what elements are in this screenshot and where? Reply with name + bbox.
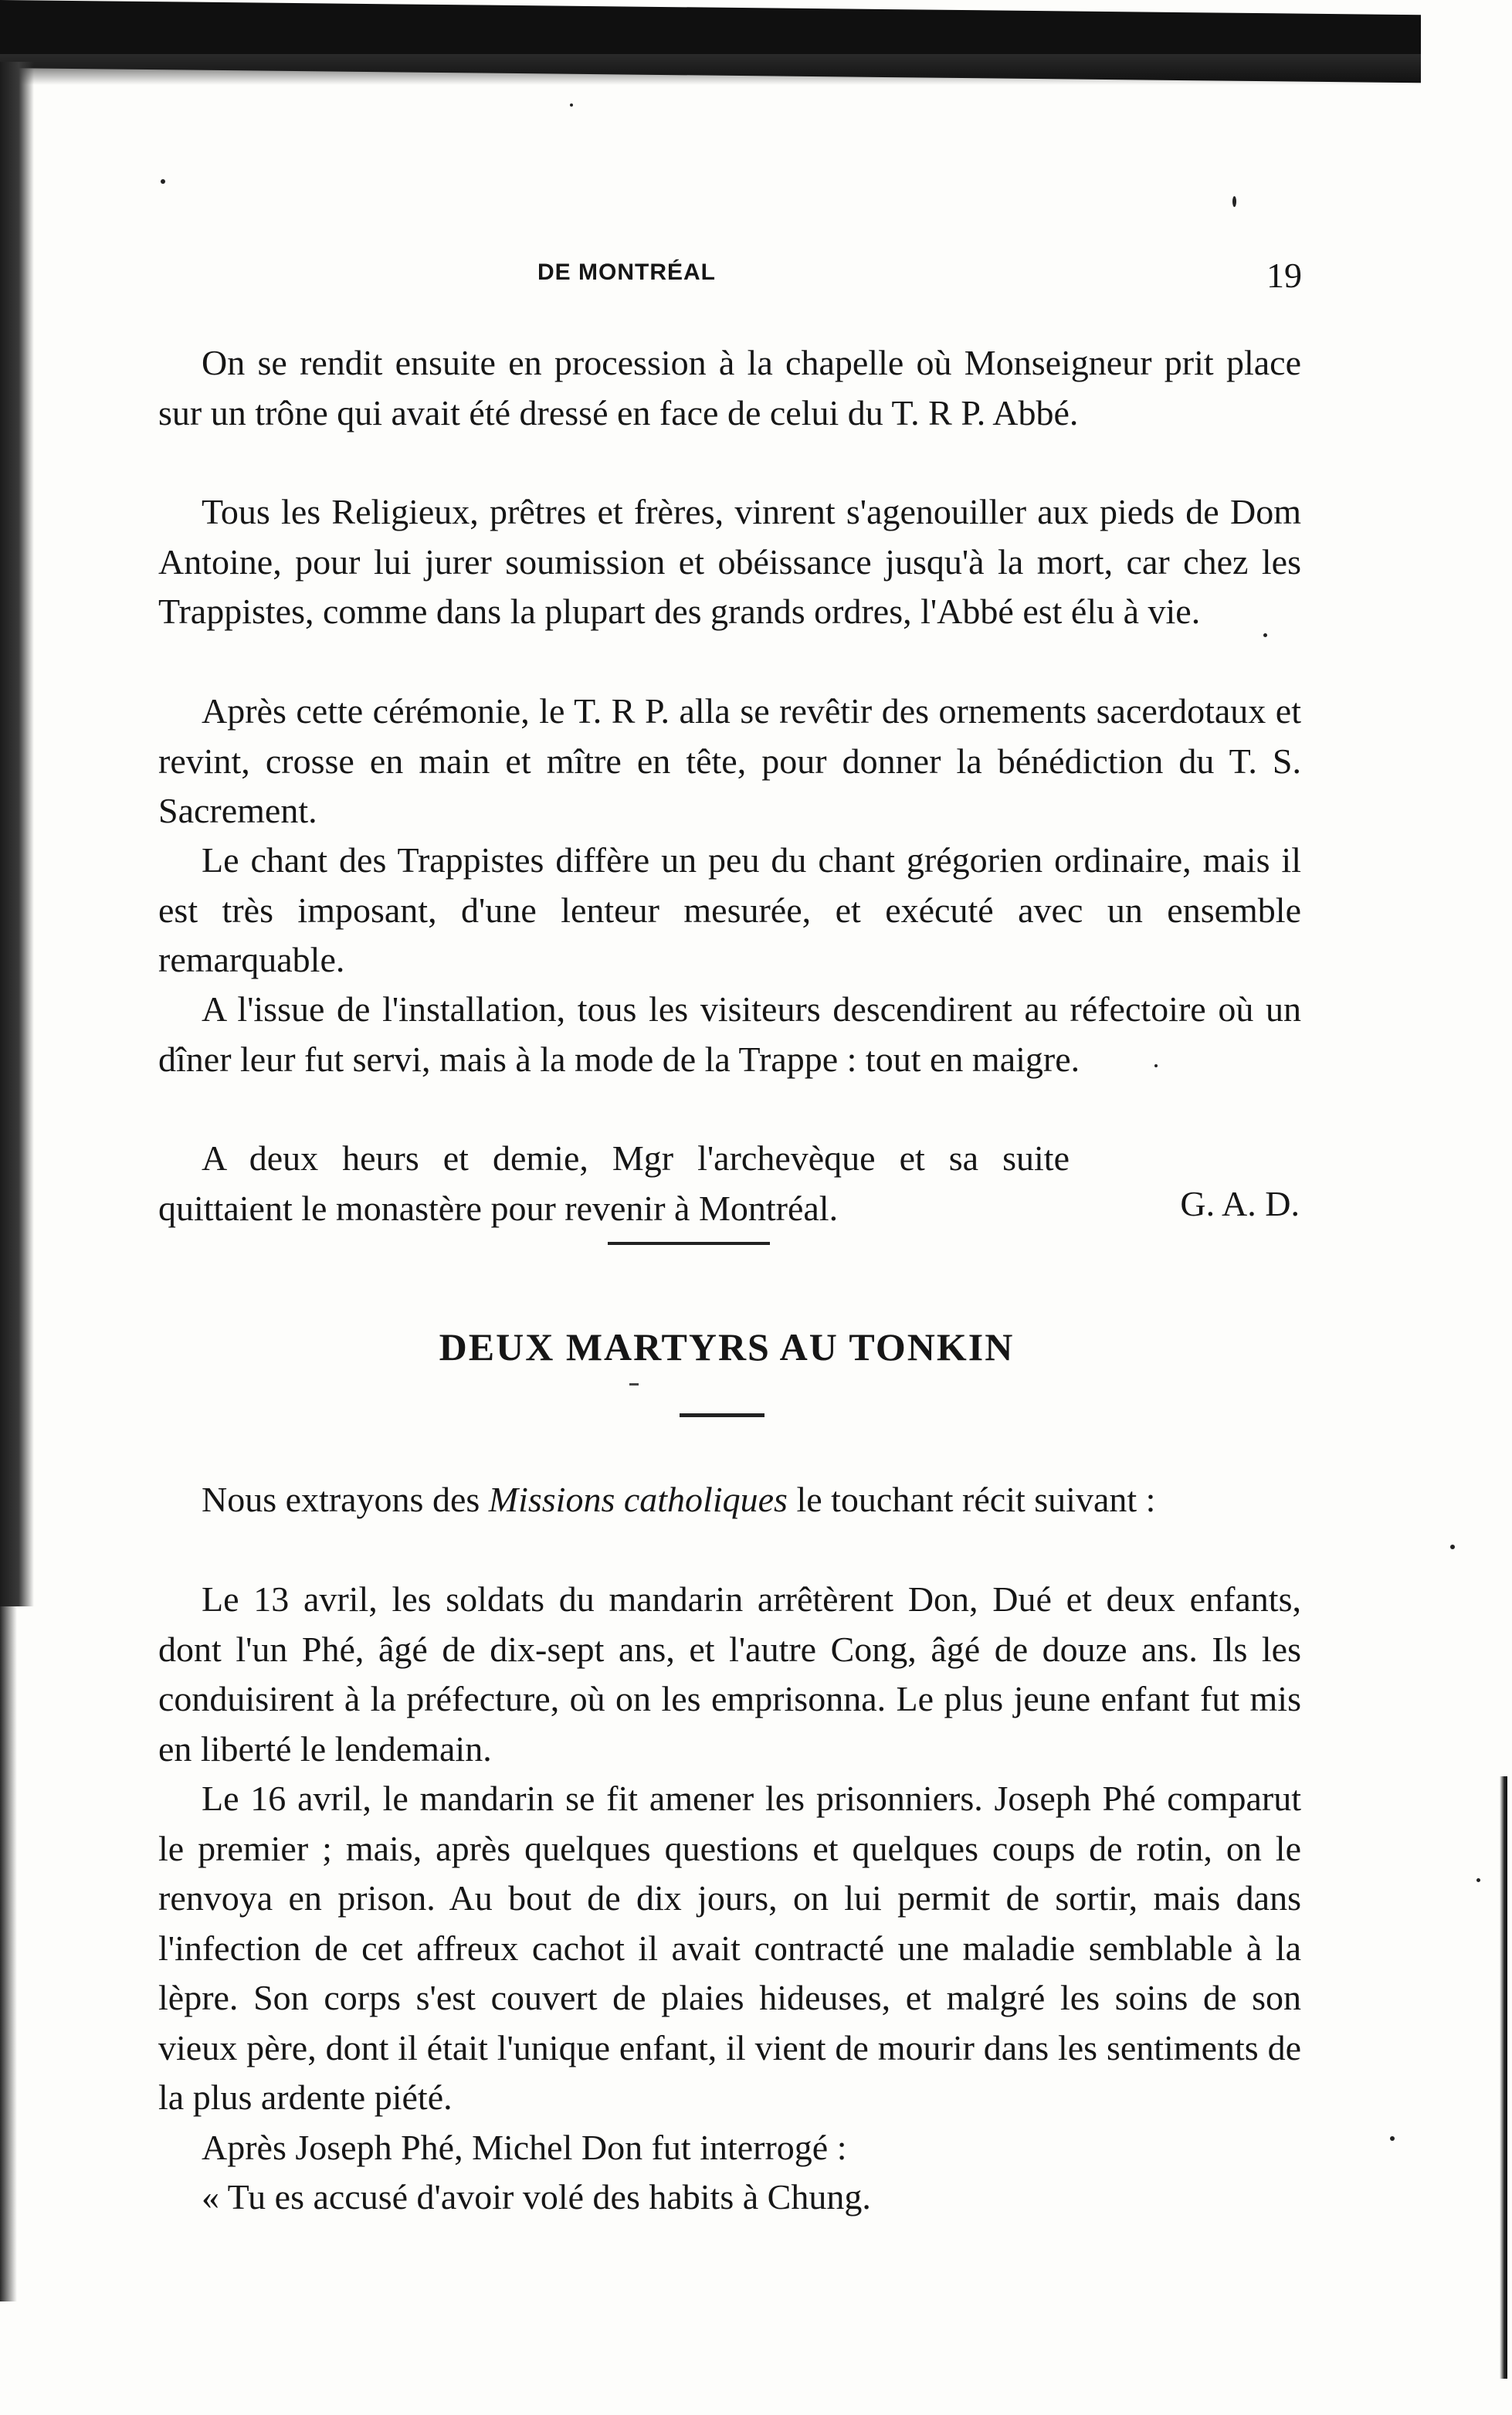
scan-right-border [1500,1776,1507,2379]
running-head: DE MONTRÉAL [537,259,716,285]
scan-speck [1232,196,1236,207]
paragraph-arrestation: Le 13 avril, les soldats du mandarin arrêtèrent Don, Dué et deux enfants, dont l'un Phé, âgé de dix-sept ans, et l'autre Cong, âgé de douze ans. Ils les conduisirent à la préfecture, où on les emprisonna. Le plus jeune enfant fut mis en liberté le lendemain. [158,1579,1301,1769]
scan-speck [570,103,573,107]
scan-speck [1476,1878,1480,1882]
scan-left-border [0,62,34,1606]
scan-speck [161,179,165,184]
section-title: DEUX MARTYRS AU TONKIN [439,1325,1015,1369]
paragraph-michel-don: Après Joseph Phé, Michel Don fut interrogé : [202,2128,847,2167]
intro-source-title: Missions catholiques [488,1480,788,1519]
paragraph-citation: « Tu es accusé d'avoir volé des habits à Chung. [202,2177,871,2217]
section-divider [608,1242,770,1245]
author-signature: G. A. D. [1180,1184,1300,1223]
paragraph-interrogatoire: Le 16 avril, le mandarin se fit amener les prisonniers. Joseph Phé comparut le premier ; mais, après quelques questions et quelques coups de rotin, on le renvoya en prison. Au bout de dix jours, on lui permit de sortir, mais dans l'infection de cet affreux cachot il avait contracté une maladie semblable à la lèpre. Son corps s'est couvert de plaies hideuses, et malgré les soins de son vieux père, dont il était l'unique enfant, il vient de mourir dans les sentiments de la plus ardente piété. [158,1779,1301,2117]
scan-top-shadow [0,54,1421,85]
title-dash [629,1383,639,1386]
paragraph-intro [158,1475,1301,1525]
paragraph-procession: On se rendit ensuite en procession à la chapelle où Monseigneur prit place sur un trône qui avait été dressé en face de celui du T. R P. Abbé. [158,343,1301,432]
title-rule [680,1413,764,1417]
paragraph-chant: Le chant des Trappistes diffère un peu du chant grégorien ordinaire, mais il est très imposant, d'une lenteur mesurée, et exécuté avec un ensemble remarquable. [158,840,1301,979]
page-header [151,255,1302,301]
page-number: 19 [1266,256,1302,295]
intro-text: Nous extrayons des [202,1480,489,1519]
scan-speck [1390,2136,1395,2141]
paragraph-installation: A l'issue de l'installation, tous les visiteurs descendirent au réfectoire où un dîner leur fut servi, mais à la mode de la Trappe : tout en maigre. [158,989,1301,1079]
scan-left-border-lower [0,1606,17,2301]
paragraph-depart: A deux heurs et demie, Mgr l'archevèque et sa suite quittaient le monastère pour revenir à Montréal. [158,1138,1070,1228]
paragraph-ceremonie: Après cette cérémonie, le T. R P. alla se revêtir des ornements sacerdotaux et revint, crosse en main et mître en tête, pour donner la bénédiction du T. S. Sacrement. [158,691,1301,830]
paragraph-religieux: Tous les Religieux, prêtres et frères, vinrent s'agenouiller aux pieds de Dom Antoine, pour lui jurer soumission et obéissance jusqu'à la mort, car chez les Trappistes, comme dans la plupart des grands ordres, l'Abbé est élu à vie. [158,492,1301,631]
scan-speck [1450,1545,1455,1549]
intro-text-end: le touchant récit suivant : [787,1480,1156,1519]
